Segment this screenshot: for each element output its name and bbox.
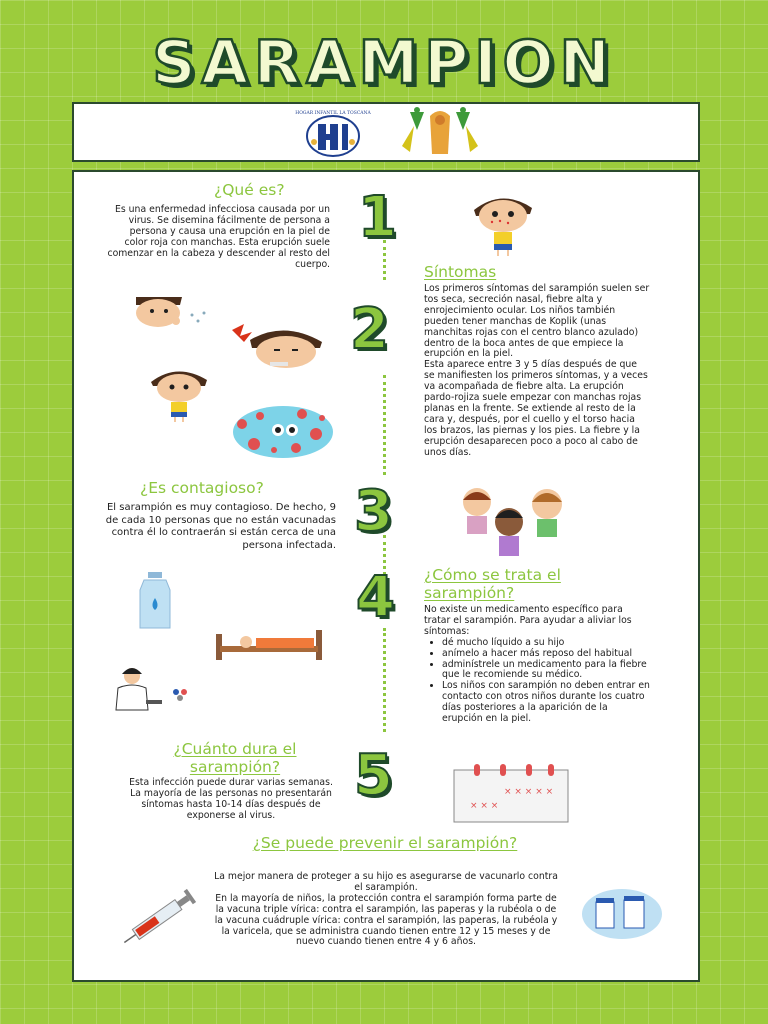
school-logo (295, 106, 371, 158)
trata-intro: No existe un medicamento específico para tratar el sarampión. Para ayudar a aliviar los síntomas: (424, 604, 632, 637)
text-trata (424, 605, 650, 725)
heading-trata: ¿Cómo se trata el sarampión? (424, 566, 561, 602)
family-logo (400, 106, 480, 158)
number-4: 4 (356, 565, 395, 630)
boy-illustration (464, 192, 544, 256)
heading-dura: ¿Cuánto dura el sarampión? (173, 740, 297, 776)
text-que-es: Es una enfermedad infecciosa causada por un virus. Se disemina fácilmente de persona a persona y causa una erupción en la piel de color roja con manchas. Esta erupción suele comenzar en la cabeza y descender al resto del cuerpo. (107, 204, 330, 270)
page-title: SARAMPION (152, 28, 616, 98)
trata-bullet: • dé mucho líquido a su hijo (442, 638, 650, 649)
number-1: 1 (358, 185, 397, 250)
heading-contagioso: ¿Es contagioso? (140, 479, 264, 497)
number-3: 3 (354, 479, 393, 544)
school-logo-text: HOGAR INFANTIL LA TOSCANA (295, 111, 371, 116)
text-contagioso: El sarampión es muy contagioso. De hecho, 9 de cada 10 personas que no están vacunadas contra él lo contraerán si están cerca de una persona infectada. (105, 502, 336, 551)
calendar-illustration (452, 764, 572, 824)
doctor-illustration (110, 666, 192, 710)
svg-text:× × ×: × × × (470, 801, 499, 811)
trata-bullet-list (424, 638, 650, 725)
trata-bullet: • adminístrele un medicamento para la fiebre que le recomiende su médico. (442, 660, 650, 682)
timeline-dots-2 (383, 375, 386, 475)
number-5: 5 (354, 743, 393, 808)
coughing-child-illustration (136, 295, 212, 335)
trata-bullet: • Los niños con sarampión no deben entrar en contacto con otros niños durante los cuatro días posteriores a la aparición de la erupción en la piel. (442, 681, 650, 725)
heading-sintomas: Síntomas (424, 263, 497, 281)
heading-prevenir: ¿Se puede prevenir el sarampión? (252, 834, 518, 852)
text-dura: Esta infección puede durar varias semanas. La mayoría de las personas no presentarán síntomas hasta 10-14 días después de exponerse al virus. (129, 777, 333, 821)
sick-child-illustration (230, 322, 326, 372)
water-bottle-illustration (134, 572, 176, 630)
vaccine-vials-illustration (580, 888, 664, 940)
timeline-dots-4 (383, 628, 386, 732)
boy-small-illustration (145, 366, 213, 422)
svg-text:× × × × ×: × × × × × (504, 787, 554, 797)
timeline-dots-1 (383, 240, 386, 280)
logo-banner (72, 102, 700, 162)
syringe-illustration (116, 888, 202, 946)
child-in-bed-illustration (216, 630, 322, 660)
trata-bullet: • anímelo a hacer más reposo del habitual (442, 649, 650, 660)
number-2: 2 (350, 297, 389, 362)
group-of-children-illustration (455, 486, 575, 560)
text-sintomas: Los primeros síntomas del sarampión suelen ser tos seca, secreción nasal, fiebre alta y enrojecimiento ocular. Los niños también pueden tener manchas de Koplik (unas manchitas rojas con el centro blanco azulado) dentro de la boca antes de que empiece la erupción en la piel. Esta aparece entre 3 y 5 días después de que se manifiesten los primeros síntomas, y a veces va acompañada de fiebre alta. La erupción pardo-rojiza suele empezar con manchas rojas planas en la frente. Se extiende al resto de la cara y, después, por el cuello y el torso hacia los brazos, las piernas y los pies. La fiebre y la erupción desaparecen poco a poco al cabo de unos días. (424, 283, 650, 458)
heading-que-es: ¿Qué es? (214, 181, 285, 199)
text-prevenir: La mejor manera de proteger a su hijo es asegurarse de vacunarlo contra el sarampión. En la mayoría de niños, la protección contra el sarampión forma parte de la vacuna triple vírica: contra el sarampión, las paperas y la rubéola o de la vacuna cuádruple vírica: contra el sarampión, las paperas, la rubéola y la varicela, que se administra cuando tienen entre 12 y 15 meses y de nuevo cuando tienen entre 4 y 6 años. (214, 871, 558, 948)
virus-illustration (230, 404, 336, 460)
